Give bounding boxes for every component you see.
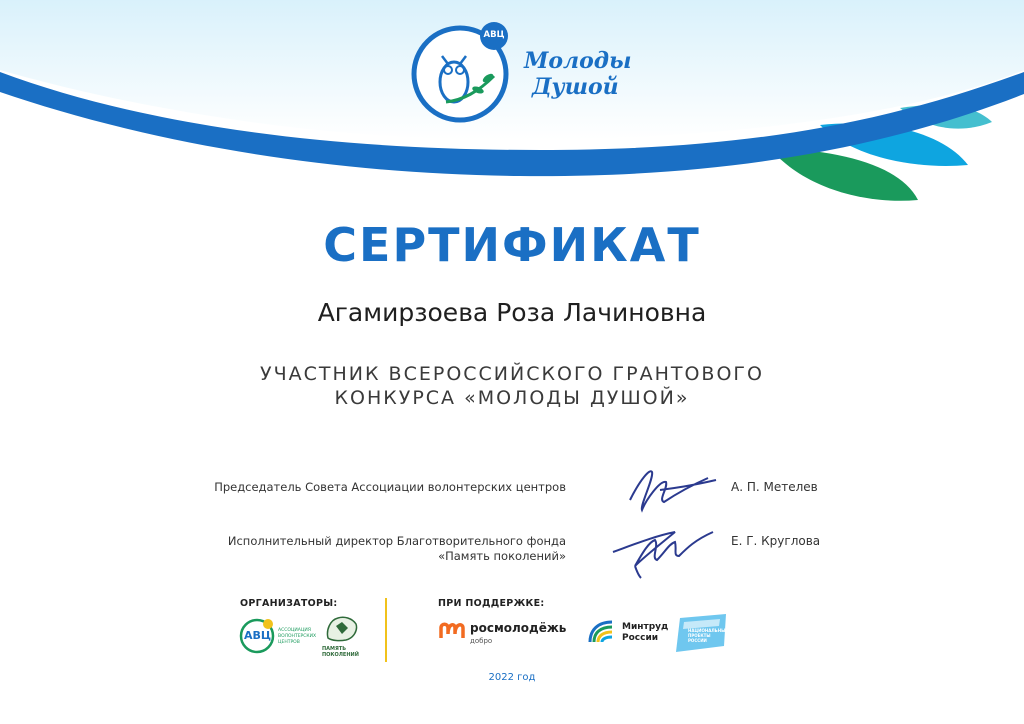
- signature-kruglova-image: [605, 522, 725, 582]
- national-projects-logo: [676, 612, 728, 654]
- avc-caption: АССОЦИАЦИЯ ВОЛОНТЕРСКИХ ЦЕНТРОВ: [278, 628, 317, 645]
- molody-dushoy-logo: [408, 20, 632, 130]
- mintrud-emblem-icon: [588, 618, 616, 646]
- rosmolodezh-logo: [438, 620, 578, 648]
- participant-role: [0, 362, 1024, 410]
- recipient-name: Агамирзоева Роза Лачиновна: [317, 298, 707, 327]
- mintrud-line2: России: [622, 633, 659, 643]
- avc-logo: [238, 616, 318, 656]
- national-projects-caption: НАЦИОНАЛЬНЫЕ ПРОЕКТЫ РОССИИ: [688, 628, 728, 643]
- signer-position-line: Исполнительный директор Благотворительного фонда: [227, 534, 566, 548]
- role-line-2: КОНКУРСА «МОЛОДЫ ДУШОЙ»: [334, 387, 690, 409]
- signer-name: Е. Г. Круглова: [731, 534, 821, 548]
- signer-position: [214, 480, 566, 495]
- rosmolodezh-name: росмолодёжь: [470, 621, 567, 635]
- role-line-1: УЧАСТНИК ВСЕРОССИЙСКОГО ГРАНТОВОГО: [260, 363, 764, 385]
- pamyat-pokoleniy-logo: [322, 612, 366, 662]
- logo-badge-text: АВЦ: [483, 30, 505, 40]
- signer-name: А. П. Метелев: [731, 480, 818, 494]
- signer-position-line: Председатель Совета Ассоциации волонтерских центров: [214, 480, 566, 494]
- pamyat-caption: ПАМЯТЬ ПОКОЛЕНИЙ: [322, 646, 359, 658]
- logo-script-line1: Молоды: [524, 48, 632, 74]
- support-label: ПРИ ПОДДЕРЖКЕ:: [438, 598, 545, 609]
- rosmolodezh-wave-icon: [438, 620, 466, 640]
- logo-script-line2: Душой: [532, 74, 619, 100]
- certificate-year: 2022 год: [488, 672, 536, 683]
- signer-position-line: «Память поколений»: [438, 549, 566, 563]
- mintrud-line1: Минтруд: [622, 622, 669, 632]
- avc-logo-text: АВЦ: [244, 629, 272, 642]
- certificate-title: СЕРТИФИКАТ: [323, 218, 701, 272]
- rosmolodezh-sub: добро: [470, 637, 493, 645]
- signer-position: [228, 534, 566, 564]
- pamyat-map-icon: [322, 612, 362, 642]
- signature-metelev-image: [620, 460, 730, 520]
- organizers-label: ОРГАНИЗАТОРЫ:: [240, 598, 338, 609]
- mintrud-logo: [588, 618, 668, 650]
- footer-divider: [385, 598, 387, 662]
